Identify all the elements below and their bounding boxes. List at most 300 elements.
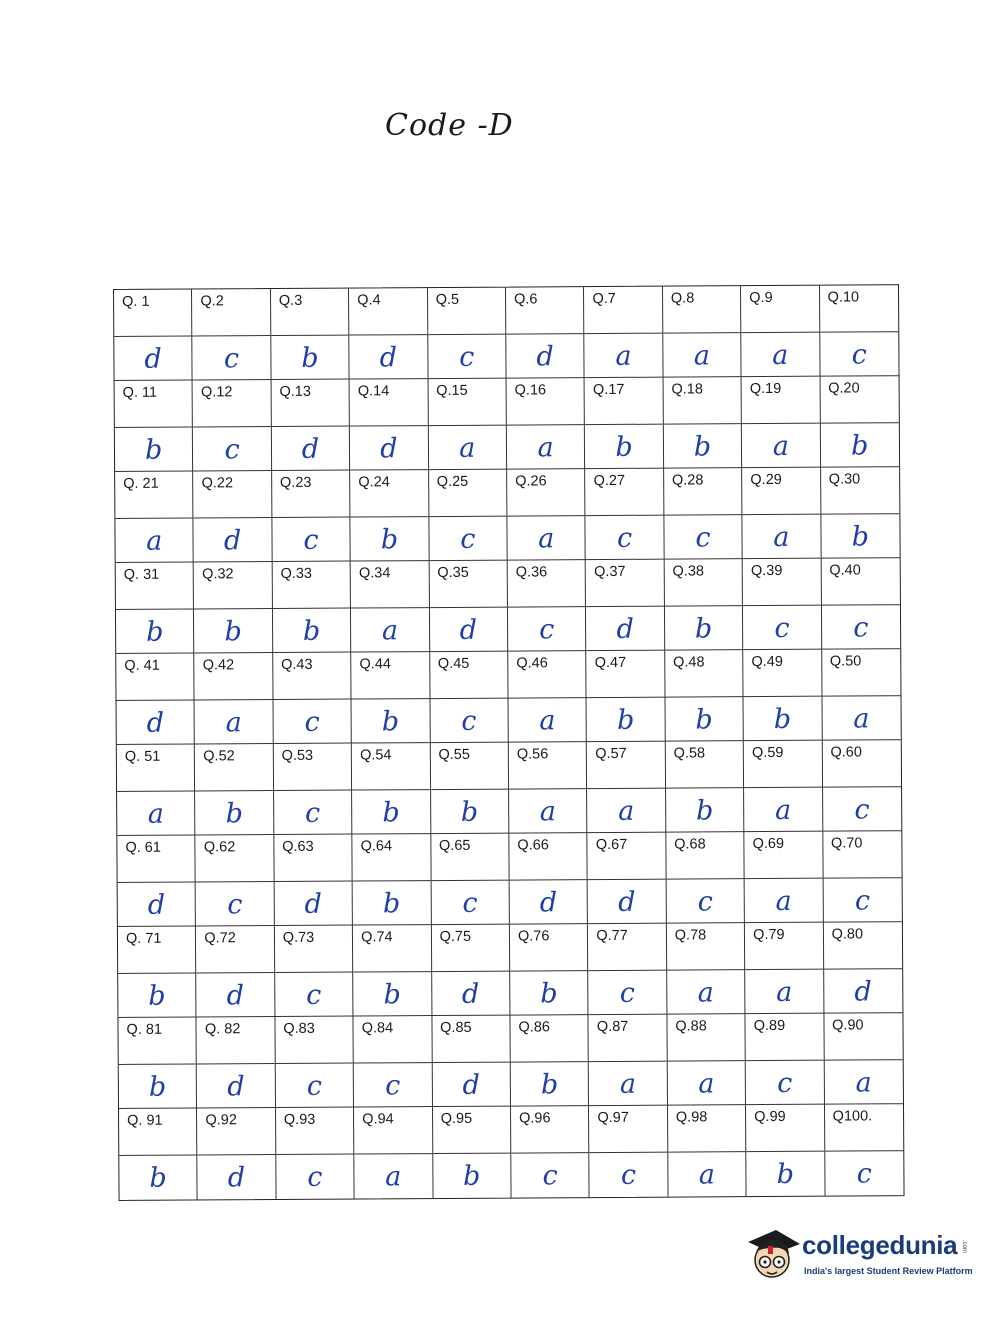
handwritten-answer: b bbox=[540, 1069, 559, 1101]
question-label: Q.20 bbox=[828, 380, 860, 397]
question-label: Q.87 bbox=[596, 1018, 629, 1036]
cell-divider bbox=[666, 787, 743, 788]
answer-cell bbox=[822, 740, 901, 831]
handwritten-answer: b bbox=[382, 797, 400, 829]
question-label: Q.52 bbox=[203, 748, 235, 765]
question-label: Q.56 bbox=[516, 746, 549, 763]
answer-cell bbox=[823, 922, 902, 1013]
handwritten-answer: c bbox=[224, 434, 240, 466]
cell-divider bbox=[198, 1154, 275, 1155]
question-label: Q.33 bbox=[280, 565, 313, 582]
cell-divider bbox=[273, 608, 350, 609]
cell-divider bbox=[511, 1152, 588, 1153]
cell-divider bbox=[668, 1151, 745, 1152]
question-label: Q.65 bbox=[438, 837, 471, 855]
handwritten-answer: b bbox=[144, 434, 163, 466]
question-label: Q.45 bbox=[437, 655, 470, 673]
handwritten-answer: c bbox=[304, 706, 320, 738]
answer-cell bbox=[196, 835, 275, 926]
question-label: Q.49 bbox=[751, 653, 783, 671]
answer-cell bbox=[352, 743, 431, 834]
question-label: Q.30 bbox=[828, 471, 861, 488]
cell-divider bbox=[663, 332, 740, 333]
handwritten-answer: c bbox=[697, 886, 713, 918]
cell-divider bbox=[274, 790, 351, 791]
cell-divider bbox=[587, 697, 664, 698]
question-label: Q. 91 bbox=[127, 1112, 163, 1129]
handwritten-answer: c bbox=[856, 1158, 872, 1190]
cell-divider bbox=[589, 1061, 666, 1062]
question-label: Q.59 bbox=[751, 744, 784, 762]
handwritten-answer: a bbox=[775, 885, 792, 917]
handwritten-answer: d bbox=[461, 978, 480, 1010]
answer-cell bbox=[588, 833, 667, 924]
question-label: Q.75 bbox=[439, 928, 472, 946]
answer-key-table bbox=[113, 284, 905, 1201]
cell-divider bbox=[276, 1154, 353, 1155]
question-label: Q.17 bbox=[592, 381, 625, 399]
question-label: Q.18 bbox=[671, 381, 703, 398]
cell-divider bbox=[430, 607, 507, 608]
cell-divider bbox=[271, 335, 348, 336]
answer-cell bbox=[821, 558, 900, 649]
answer-cell bbox=[118, 1018, 197, 1109]
question-label: Q.68 bbox=[674, 836, 706, 853]
question-label: Q.97 bbox=[597, 1109, 629, 1127]
answer-cell bbox=[746, 1105, 825, 1196]
answer-cell bbox=[511, 1106, 590, 1197]
handwritten-answer: c bbox=[306, 979, 322, 1011]
cell-divider bbox=[587, 788, 664, 789]
question-label: Q.78 bbox=[674, 927, 707, 944]
answer-cell bbox=[432, 1016, 511, 1107]
answer-cell bbox=[276, 1108, 355, 1199]
handwritten-answer: a bbox=[147, 798, 165, 830]
cell-divider bbox=[349, 334, 426, 335]
answer-cell bbox=[587, 651, 666, 742]
answer-cell bbox=[273, 653, 352, 744]
answer-cell bbox=[668, 1105, 747, 1196]
answer-cell bbox=[275, 1017, 354, 1108]
cell-divider bbox=[743, 605, 820, 606]
answer-cell bbox=[115, 381, 194, 472]
handwritten-answer: c bbox=[460, 523, 476, 555]
answer-cell bbox=[197, 1108, 276, 1199]
handwritten-answer: c bbox=[854, 885, 871, 917]
answer-cell bbox=[825, 1104, 904, 1195]
question-label: Q.64 bbox=[360, 838, 393, 855]
answer-cell bbox=[433, 1107, 512, 1198]
cell-divider bbox=[823, 877, 901, 878]
cell-divider bbox=[197, 1063, 274, 1064]
handwritten-answer: b bbox=[383, 979, 401, 1011]
answer-cell bbox=[351, 652, 430, 743]
question-label: Q.67 bbox=[595, 836, 628, 854]
cell-divider bbox=[744, 787, 821, 788]
cell-divider bbox=[510, 970, 587, 971]
cell-divider bbox=[272, 517, 349, 518]
handwritten-answer: d bbox=[226, 980, 245, 1012]
question-label: Q. 1 bbox=[122, 293, 150, 310]
question-label: Q. 81 bbox=[126, 1021, 163, 1038]
cell-divider bbox=[509, 697, 586, 698]
answer-cell bbox=[667, 1014, 746, 1105]
question-label: Q.72 bbox=[204, 930, 236, 947]
answer-cell bbox=[587, 742, 666, 833]
cell-divider bbox=[744, 696, 821, 697]
answer-cell bbox=[508, 560, 587, 651]
cell-divider bbox=[428, 334, 505, 335]
handwritten-answer: c bbox=[459, 341, 475, 373]
answer-cell bbox=[350, 470, 429, 561]
cell-divider bbox=[195, 790, 272, 791]
handwritten-answer: c bbox=[461, 705, 477, 737]
cell-divider bbox=[511, 1061, 588, 1062]
handwritten-answer: b bbox=[851, 430, 869, 462]
handwritten-answer: d bbox=[379, 342, 398, 374]
cell-divider bbox=[821, 513, 899, 514]
answer-cell bbox=[507, 378, 586, 469]
answer-cell bbox=[353, 925, 432, 1016]
answer-cell bbox=[666, 832, 745, 923]
question-label: Q. 41 bbox=[124, 657, 160, 674]
cell-divider bbox=[118, 882, 195, 883]
cell-divider bbox=[590, 1152, 667, 1153]
handwritten-answer: d bbox=[144, 343, 162, 375]
answer-cell bbox=[742, 377, 821, 468]
answer-cell bbox=[192, 289, 271, 380]
handwritten-answer: d bbox=[223, 525, 242, 557]
question-label: Q.63 bbox=[282, 838, 314, 855]
handwritten-answer: a bbox=[381, 615, 399, 647]
handwritten-answer: a bbox=[146, 525, 163, 557]
cell-divider bbox=[745, 878, 822, 879]
answer-cell bbox=[430, 743, 509, 834]
handwritten-answer: a bbox=[615, 340, 632, 372]
question-label: Q.73 bbox=[282, 929, 315, 946]
cell-divider bbox=[825, 1150, 903, 1151]
answer-cell bbox=[820, 376, 899, 467]
answer-cell bbox=[589, 1106, 668, 1197]
handwritten-answer: c bbox=[774, 612, 790, 644]
handwritten-answer: a bbox=[697, 977, 714, 1009]
cell-divider bbox=[350, 425, 427, 426]
question-label: Q.77 bbox=[596, 927, 628, 945]
cell-divider bbox=[743, 514, 820, 515]
handwritten-answer: a bbox=[225, 707, 242, 739]
question-label: Q.44 bbox=[359, 656, 391, 673]
cell-divider bbox=[194, 608, 271, 609]
answer-cell bbox=[664, 468, 743, 559]
handwritten-answer: a bbox=[618, 795, 635, 827]
cell-divider bbox=[741, 332, 818, 333]
question-label: Q.79 bbox=[753, 926, 785, 944]
handwritten-answer: c bbox=[620, 1159, 637, 1191]
answer-cell bbox=[117, 745, 196, 836]
handwritten-answer: b bbox=[224, 616, 242, 648]
handwritten-answer: b bbox=[615, 431, 633, 463]
handwritten-answer: d bbox=[227, 1071, 245, 1103]
logo-domain: .com bbox=[961, 1240, 967, 1254]
question-label: Q.83 bbox=[283, 1020, 315, 1037]
cell-divider bbox=[193, 335, 270, 336]
question-label: Q.96 bbox=[519, 1110, 551, 1127]
answer-cell bbox=[663, 286, 742, 377]
answer-cell bbox=[746, 1014, 825, 1105]
cell-divider bbox=[823, 786, 901, 787]
answer-cell bbox=[663, 377, 742, 468]
cell-divider bbox=[197, 972, 274, 973]
handwritten-answer: c bbox=[616, 522, 633, 554]
handwritten-answer: b bbox=[462, 1160, 481, 1192]
cell-divider bbox=[507, 515, 584, 516]
question-label: Q.57 bbox=[595, 745, 627, 763]
handwritten-answer: b bbox=[540, 978, 558, 1010]
answer-cell bbox=[666, 741, 745, 832]
cell-divider bbox=[508, 606, 585, 607]
cell-divider bbox=[115, 427, 192, 428]
cell-divider bbox=[118, 973, 195, 974]
question-label: Q.53 bbox=[281, 747, 314, 764]
answer-cell bbox=[118, 927, 197, 1018]
logo-tagline: India's largest Student Review Platform bbox=[804, 1266, 973, 1276]
handwritten-answer: a bbox=[773, 521, 790, 553]
handwritten-answer: c bbox=[303, 524, 319, 556]
cell-divider bbox=[668, 1060, 745, 1061]
cell-divider bbox=[353, 971, 430, 972]
page-title: Code -D bbox=[385, 108, 514, 143]
question-label: Q.15 bbox=[436, 382, 468, 400]
cell-divider bbox=[273, 699, 350, 700]
question-label: Q.54 bbox=[359, 747, 392, 764]
answer-cell bbox=[429, 561, 508, 652]
handwritten-answer: c bbox=[305, 797, 321, 829]
answer-cell bbox=[509, 742, 588, 833]
answer-cell bbox=[114, 290, 193, 381]
handwritten-answer: a bbox=[772, 339, 789, 371]
answer-cell bbox=[429, 470, 508, 561]
cell-divider bbox=[822, 604, 900, 605]
handwritten-answer: a bbox=[698, 1068, 715, 1100]
question-label: Q.74 bbox=[361, 929, 393, 946]
cell-divider bbox=[351, 607, 428, 608]
question-label: Q.13 bbox=[279, 383, 311, 400]
answer-cell bbox=[431, 925, 510, 1016]
handwritten-answer: c bbox=[539, 614, 555, 646]
answer-cell bbox=[117, 836, 196, 927]
handwritten-answer: b bbox=[382, 888, 401, 920]
handwritten-answer: a bbox=[539, 796, 557, 828]
handwritten-answer: a bbox=[459, 432, 476, 464]
question-label: Q.36 bbox=[515, 564, 548, 581]
mascot-icon bbox=[742, 1222, 802, 1284]
cell-divider bbox=[431, 789, 508, 790]
answer-cell bbox=[744, 741, 823, 832]
answer-cell bbox=[272, 471, 351, 562]
handwritten-answer: c bbox=[306, 1070, 323, 1102]
question-label: Q.12 bbox=[200, 384, 233, 401]
cell-divider bbox=[353, 880, 430, 881]
question-label: Q.93 bbox=[283, 1111, 316, 1128]
handwritten-answer: a bbox=[855, 1067, 872, 1099]
answer-cell bbox=[430, 652, 509, 743]
handwritten-answer: b bbox=[381, 706, 400, 738]
cell-divider bbox=[274, 881, 351, 882]
question-label: Q.95 bbox=[440, 1110, 473, 1128]
question-label: Q.4 bbox=[357, 292, 381, 309]
cell-divider bbox=[664, 514, 741, 515]
answer-cell bbox=[354, 1107, 433, 1198]
question-label: Q.47 bbox=[594, 654, 627, 672]
answer-cell bbox=[116, 563, 195, 654]
handwritten-answer: b bbox=[460, 796, 479, 828]
answer-cell bbox=[194, 562, 273, 653]
cell-divider bbox=[430, 698, 507, 699]
question-label: Q.22 bbox=[201, 475, 234, 492]
handwritten-answer: b bbox=[302, 615, 321, 647]
cell-divider bbox=[665, 696, 742, 697]
question-label: Q.28 bbox=[671, 472, 704, 489]
cell-divider bbox=[429, 516, 506, 517]
answer-cell bbox=[664, 559, 743, 650]
question-label: Q.92 bbox=[205, 1112, 237, 1129]
cell-divider bbox=[196, 881, 273, 882]
question-label: Q.60 bbox=[830, 744, 862, 761]
answer-cell bbox=[824, 1013, 903, 1104]
handwritten-answer: c bbox=[853, 612, 869, 644]
answer-cell bbox=[741, 286, 820, 377]
cell-divider bbox=[822, 695, 900, 696]
cell-divider bbox=[510, 879, 587, 880]
question-label: Q.39 bbox=[750, 562, 783, 580]
answer-cell bbox=[195, 744, 274, 835]
cell-divider bbox=[507, 424, 584, 425]
question-label: Q.3 bbox=[278, 292, 303, 309]
question-label: Q.34 bbox=[358, 565, 391, 582]
answer-cell bbox=[354, 1016, 433, 1107]
answer-cell bbox=[351, 561, 430, 652]
question-label: Q.50 bbox=[829, 653, 862, 670]
cell-divider bbox=[272, 426, 349, 427]
handwritten-answer: c bbox=[542, 1160, 558, 1192]
handwritten-answer: b bbox=[301, 342, 319, 374]
answer-cell bbox=[509, 833, 588, 924]
handwritten-answer: b bbox=[148, 980, 166, 1012]
handwritten-answer: d bbox=[304, 888, 322, 920]
cell-divider bbox=[820, 331, 898, 332]
answer-cell bbox=[743, 650, 822, 741]
answer-cell bbox=[196, 926, 275, 1017]
answer-cell bbox=[508, 651, 587, 742]
question-label: Q.69 bbox=[752, 835, 785, 853]
cell-divider bbox=[665, 605, 742, 606]
cell-divider bbox=[114, 336, 191, 337]
question-label: Q100. bbox=[832, 1108, 873, 1125]
cell-divider bbox=[746, 1151, 823, 1152]
answer-cell bbox=[197, 1017, 276, 1108]
cell-divider bbox=[824, 968, 902, 969]
handwritten-answer: a bbox=[619, 1068, 637, 1100]
handwritten-answer: b bbox=[695, 795, 714, 827]
handwritten-answer: c bbox=[777, 1067, 793, 1099]
answer-cell bbox=[585, 378, 664, 469]
answer-cell bbox=[507, 469, 586, 560]
handwritten-answer: a bbox=[537, 432, 554, 464]
question-label: Q.7 bbox=[592, 290, 616, 308]
cell-divider bbox=[432, 971, 509, 972]
handwritten-answer: d bbox=[536, 341, 554, 373]
handwritten-answer: d bbox=[539, 887, 558, 919]
question-label: Q.86 bbox=[518, 1019, 551, 1036]
question-label: Q.89 bbox=[753, 1017, 786, 1035]
handwritten-answer: d bbox=[380, 433, 398, 465]
question-label: Q.58 bbox=[673, 745, 706, 762]
handwritten-answer: d bbox=[459, 614, 478, 646]
question-label: Q.43 bbox=[281, 656, 313, 673]
answer-cell bbox=[349, 288, 428, 379]
question-label: Q.76 bbox=[517, 928, 550, 945]
handwritten-answer: c bbox=[227, 889, 243, 921]
question-label: Q.99 bbox=[754, 1108, 786, 1126]
question-label: Q. 82 bbox=[204, 1021, 241, 1038]
cell-divider bbox=[664, 423, 741, 424]
handwritten-answer: b bbox=[695, 704, 713, 736]
cell-divider bbox=[431, 880, 508, 881]
question-label: Q.16 bbox=[514, 382, 547, 399]
question-label: Q.48 bbox=[673, 654, 705, 671]
question-label: Q.5 bbox=[435, 291, 460, 309]
handwritten-answer: c bbox=[695, 522, 711, 554]
answer-cell bbox=[271, 289, 350, 380]
question-label: Q. 11 bbox=[122, 384, 158, 401]
handwritten-answer: c bbox=[385, 1070, 401, 1102]
cell-divider bbox=[352, 789, 429, 790]
question-label: Q.35 bbox=[437, 564, 469, 582]
answer-cell bbox=[195, 653, 274, 744]
answer-cell bbox=[510, 1015, 589, 1106]
question-label: Q.2 bbox=[200, 293, 224, 310]
cell-divider bbox=[824, 1059, 902, 1060]
answer-cell bbox=[274, 744, 353, 835]
question-label: Q. 51 bbox=[124, 748, 161, 765]
cell-divider bbox=[585, 424, 662, 425]
question-label: Q.80 bbox=[831, 926, 864, 943]
handwritten-answer: b bbox=[851, 521, 870, 553]
cell-divider bbox=[432, 1062, 509, 1063]
answer-cell bbox=[119, 1108, 198, 1199]
cell-divider bbox=[667, 969, 744, 970]
question-label: Q.84 bbox=[361, 1020, 394, 1037]
cell-divider bbox=[119, 1064, 196, 1065]
handwritten-answer: b bbox=[380, 524, 399, 556]
handwritten-answer: d bbox=[227, 1162, 246, 1194]
handwritten-answer: d bbox=[462, 1069, 480, 1101]
answer-cell bbox=[745, 923, 824, 1014]
handwritten-answer: b bbox=[773, 703, 792, 735]
cell-divider bbox=[586, 515, 663, 516]
answer-cell bbox=[586, 560, 665, 651]
cell-divider bbox=[585, 333, 662, 334]
answer-cell bbox=[665, 650, 744, 741]
question-label: Q. 71 bbox=[125, 930, 162, 947]
question-label: Q. 21 bbox=[123, 475, 159, 492]
handwritten-answer: a bbox=[693, 340, 711, 372]
question-label: Q.38 bbox=[672, 563, 705, 580]
answer-cell bbox=[589, 1015, 668, 1106]
handwritten-answer: a bbox=[385, 1161, 402, 1193]
handwritten-answer: d bbox=[618, 886, 636, 918]
cell-divider bbox=[586, 606, 663, 607]
